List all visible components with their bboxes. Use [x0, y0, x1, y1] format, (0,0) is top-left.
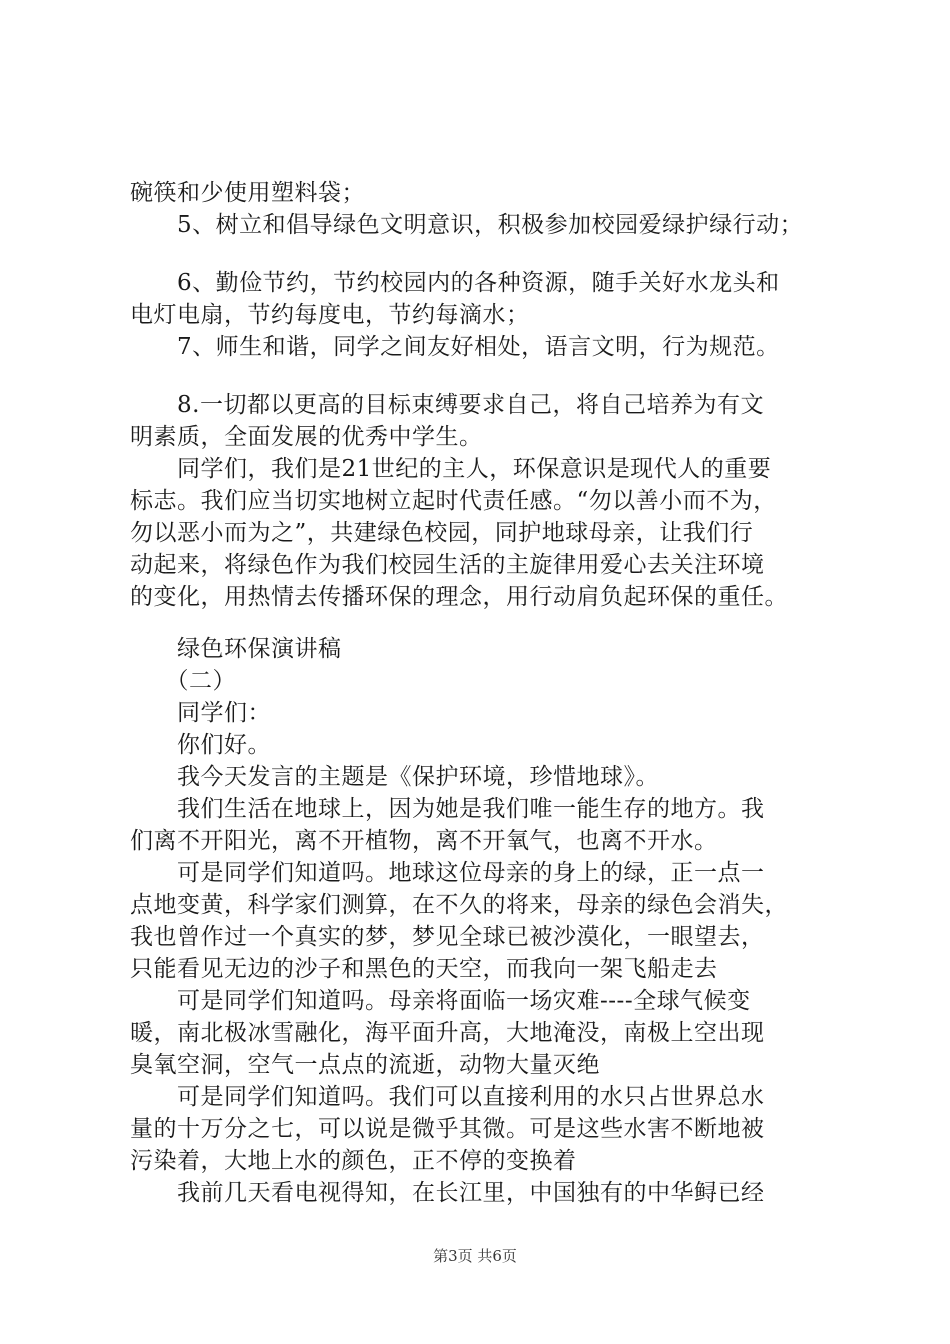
- text-line: 我今天发言的主题是《保护环境，珍惜地球》。: [130, 764, 659, 790]
- text-line: 可是同学们知道吗。地球这位母亲的身上的绿，正一点一: [130, 860, 765, 886]
- text-line: 同学们：: [130, 700, 271, 726]
- text-line: 可是同学们知道吗。母亲将面临一场灾难----全球气候变: [130, 988, 751, 1014]
- text-line: 只能看见无边的沙子和黑色的天空，而我向一架飞船走去: [130, 956, 718, 982]
- text-line: 你们好。: [130, 732, 271, 758]
- text-line: 暖，南北极冰雪融化，海平面升高，大地淹没，南极上空出现: [130, 1020, 765, 1046]
- text-line: 6、勤俭节约，节约校园内的各种资源，随手关好水龙头和: [130, 270, 780, 296]
- text-line: 同学们，我们是21世纪的主人，环保意识是现代人的重要: [130, 456, 772, 482]
- text-line: 动起来，将绿色作为我们校园生活的主旋律用爱心去关注环境: [130, 552, 765, 578]
- text-line: 7、师生和谐，同学之间友好相处，语言文明，行为规范。: [130, 334, 780, 360]
- text-line: 我们生活在地球上，因为她是我们唯一能生存的地方。我: [130, 796, 765, 822]
- text-line: 5、树立和倡导绿色文明意识，积极参加校园爱绿护绿行动；: [130, 212, 804, 238]
- text-line: 我前几天看电视得知，在长江里，中国独有的中华鲟已经: [130, 1180, 765, 1206]
- text-line: 臭氧空洞，空气一点点的流逝，动物大量灭绝: [130, 1052, 600, 1078]
- text-line: 可是同学们知道吗。我们可以直接利用的水只占世界总水: [130, 1084, 765, 1110]
- text-line: 量的十万分之七，可以说是微乎其微。可是这些水害不断地被: [130, 1116, 765, 1142]
- text-line: 污染着，大地上水的颜色，正不停的变换着: [130, 1148, 577, 1174]
- text-line: 明素质，全面发展的优秀中学生。: [130, 424, 483, 450]
- text-line: 们离不开阳光，离不开植物，离不开氧气，也离不开水。: [130, 828, 718, 854]
- section-subtitle: （二）: [130, 668, 236, 694]
- text-line: 8.一切都以更高的目标束缚要求自己，将自己培养为有文: [130, 392, 764, 418]
- text-line: 的变化，用热情去传播环保的理念，用行动肩负起环保的重任。: [130, 584, 788, 610]
- section-title: 绿色环保演讲稿: [130, 636, 342, 662]
- text-line: 我也曾作过一个真实的梦，梦见全球已被沙漠化，一眼望去，: [130, 924, 765, 950]
- text-line: 电灯电扇，节约每度电，节约每滴水；: [130, 302, 530, 328]
- text-line: 勿以恶小而为之”，共建绿色校园，同护地球母亲，让我们行: [130, 520, 754, 546]
- text-line: 碗筷和少使用塑料袋；: [130, 180, 365, 206]
- text-line: 点地变黄，科学家们测算，在不久的将来，母亲的绿色会消失，: [130, 892, 788, 918]
- page-number-footer: 第3页 共6页: [433, 1247, 517, 1265]
- text-line: 标志。我们应当切实地树立起时代责任感。“勿以善小而不为，: [130, 488, 777, 514]
